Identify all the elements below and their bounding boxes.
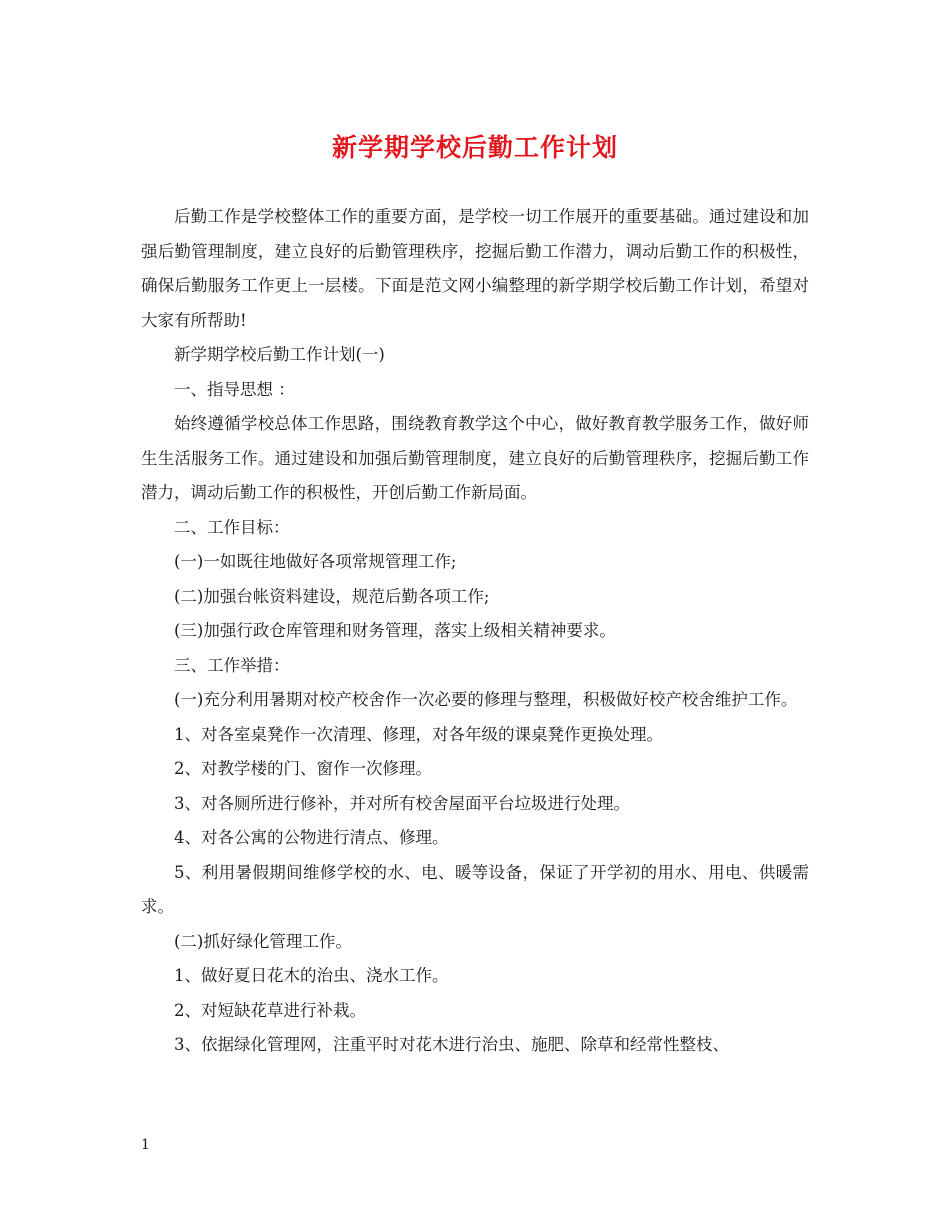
paragraph: 4、对各公寓的公物进行清点、修理。 — [174, 828, 449, 847]
paragraph: 5、利用暑假期间维修学校的水、电、暖等设备，保证了开学初的用水、用电、供暖需求。 — [141, 862, 809, 916]
paragraph: (三)加强行政仓库管理和财务管理，落实上级相关精神要求。 — [174, 621, 616, 640]
document-body — [141, 200, 809, 1063]
paragraph: 二、工作目标： — [174, 517, 290, 537]
paragraph: 后勤工作是学校整体工作的重要方面，是学校一切工作展开的重要基础。通过建设和加强后勤管理制度，建立良好的后勤管理秩序，挖掘后勤工作潜力，调动后勤工作的积极性，确保后勤服务工作更上一层楼。下面是范文网小编整理的新学期学校后勤工作计划，希望对大家有所帮助! — [141, 207, 809, 330]
paragraph: (一)一如既往地做好各项常规管理工作; — [174, 552, 457, 571]
paragraph: 新学期学校后勤工作计划(一) — [174, 345, 385, 364]
paragraph: 1、做好夏日花木的治虫、浇水工作。 — [174, 966, 449, 985]
paragraph: 3、对各厕所进行修补，并对所有校舍屋面平台垃圾进行处理。 — [174, 793, 630, 813]
paragraph: (二)加强台帐资料建设，规范后勤各项工作; — [174, 586, 490, 606]
paragraph: (二)抓好绿化管理工作。 — [174, 931, 352, 951]
paragraph: 2、对短缺花草进行补栽。 — [174, 1000, 366, 1020]
paragraph: 1、对各室桌凳作一次清理、修理，对各年级的课桌凳作更换处理。 — [174, 724, 663, 744]
page-number: 1 — [141, 1137, 150, 1153]
paragraph: 三、工作举措： — [174, 655, 290, 675]
paragraph: 2、对教学楼的门、窗作一次修理。 — [174, 759, 432, 778]
document-title: 新学期学校后勤工作计划 — [331, 133, 618, 162]
paragraph: 3、依据绿化管理网，注重平时对花木进行治虫、施肥、除草和经常性整枝、 — [174, 1035, 729, 1054]
paragraph: (一)充分利用暑期对校产校舍作一次必要的修理与整理，积极做好校产校舍维护工作。 — [174, 690, 798, 709]
paragraph: 始终遵循学校总体工作思路，围绕教育教学这个中心，做好教育教学服务工作，做好师生生活服务工作。通过建设和加强后勤管理制度，建立良好的后勤管理秩序，挖掘后勤工作潜力，调动后勤工作的积极性，开创后勤工作新局面。 — [141, 414, 809, 502]
paragraph: 一、指导思想 ： — [174, 379, 295, 399]
